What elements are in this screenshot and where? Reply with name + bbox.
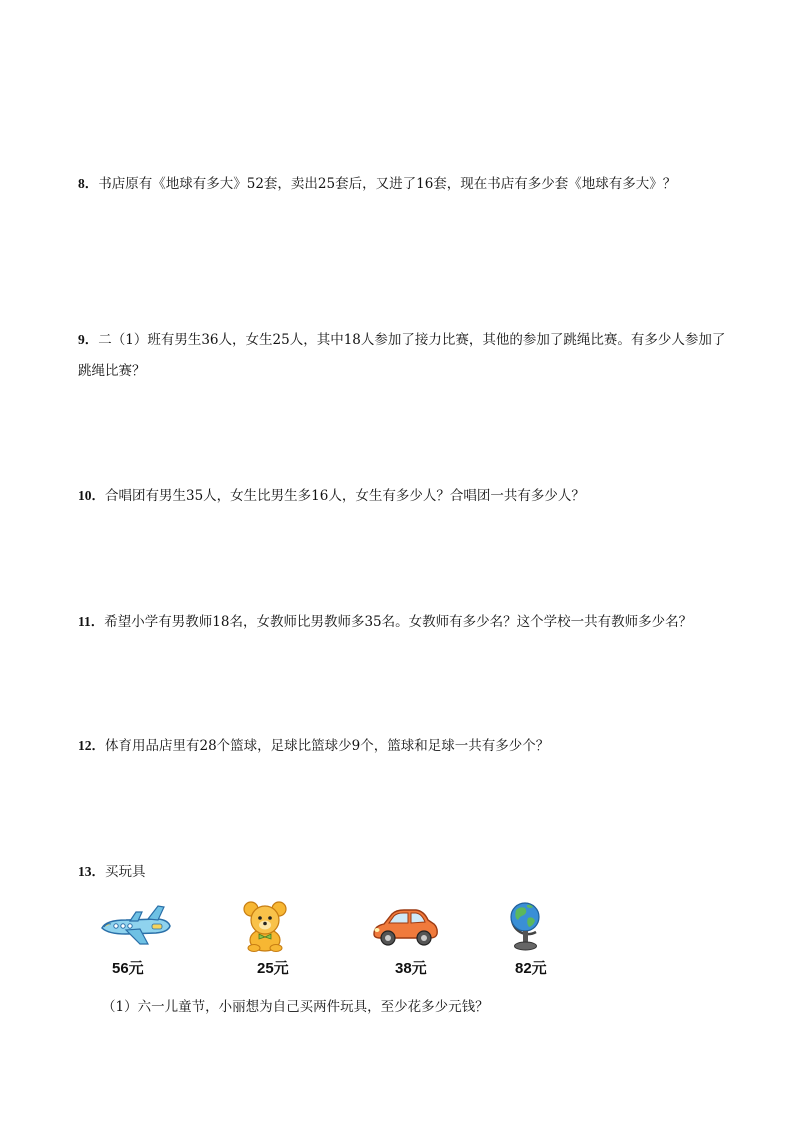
- question-number: 13．: [78, 864, 105, 879]
- question-text: 体育用品店里有28个篮球，足球比篮球少9个，篮球和足球一共有多少个？: [105, 738, 550, 754]
- question-number: 12．: [78, 738, 105, 753]
- question-8: [78, 168, 728, 200]
- question-text: 希望小学有男教师18名，女教师比男教师多35名。女教师有多少名？这个学校一共有教师多少名？: [104, 614, 693, 630]
- airplane-icon: [96, 902, 174, 948]
- question-number: 11．: [78, 614, 105, 629]
- toy-car: [370, 906, 440, 948]
- question-number: 8．: [78, 176, 99, 191]
- teddy-bear-icon: [240, 900, 290, 952]
- price-airplane: 56元: [112, 960, 144, 977]
- price-car: 38元: [395, 960, 427, 977]
- question-11: [78, 606, 728, 638]
- price-teddy-bear: 25元: [257, 960, 289, 977]
- question-text: 书店原有《地球有多大》52套，卖出25套后，又进了16套，现在书店有多少套《地球有多大》？: [98, 176, 677, 192]
- subquestion-1: （1）六一儿童节，小丽想为自己买两件玩具，至少花多少元钱？: [102, 999, 489, 1015]
- question-text: 二（1）班有男生36人，女生25人，其中18人参加了接力比赛，其他的参加了跳绳比赛。有多少人参加了跳绳比赛？: [78, 332, 726, 379]
- toy-airplane: [96, 902, 174, 948]
- question-number: 9．: [78, 332, 99, 347]
- price-globe: 82元: [515, 960, 547, 977]
- toy-globe: [506, 898, 546, 952]
- globe-icon: [506, 898, 546, 952]
- question-12: [78, 730, 728, 762]
- question-9: [78, 324, 728, 387]
- question-text: 买玩具: [105, 864, 146, 880]
- question-number: 10．: [78, 488, 105, 503]
- question-text: 合唱团有男生35人，女生比男生多16人，女生有多少人？合唱团一共有多少人？: [105, 488, 585, 504]
- toy-teddy-bear: [240, 900, 290, 952]
- question-10: [78, 480, 728, 512]
- toy-car-icon: [370, 906, 440, 948]
- question-13: [78, 856, 728, 888]
